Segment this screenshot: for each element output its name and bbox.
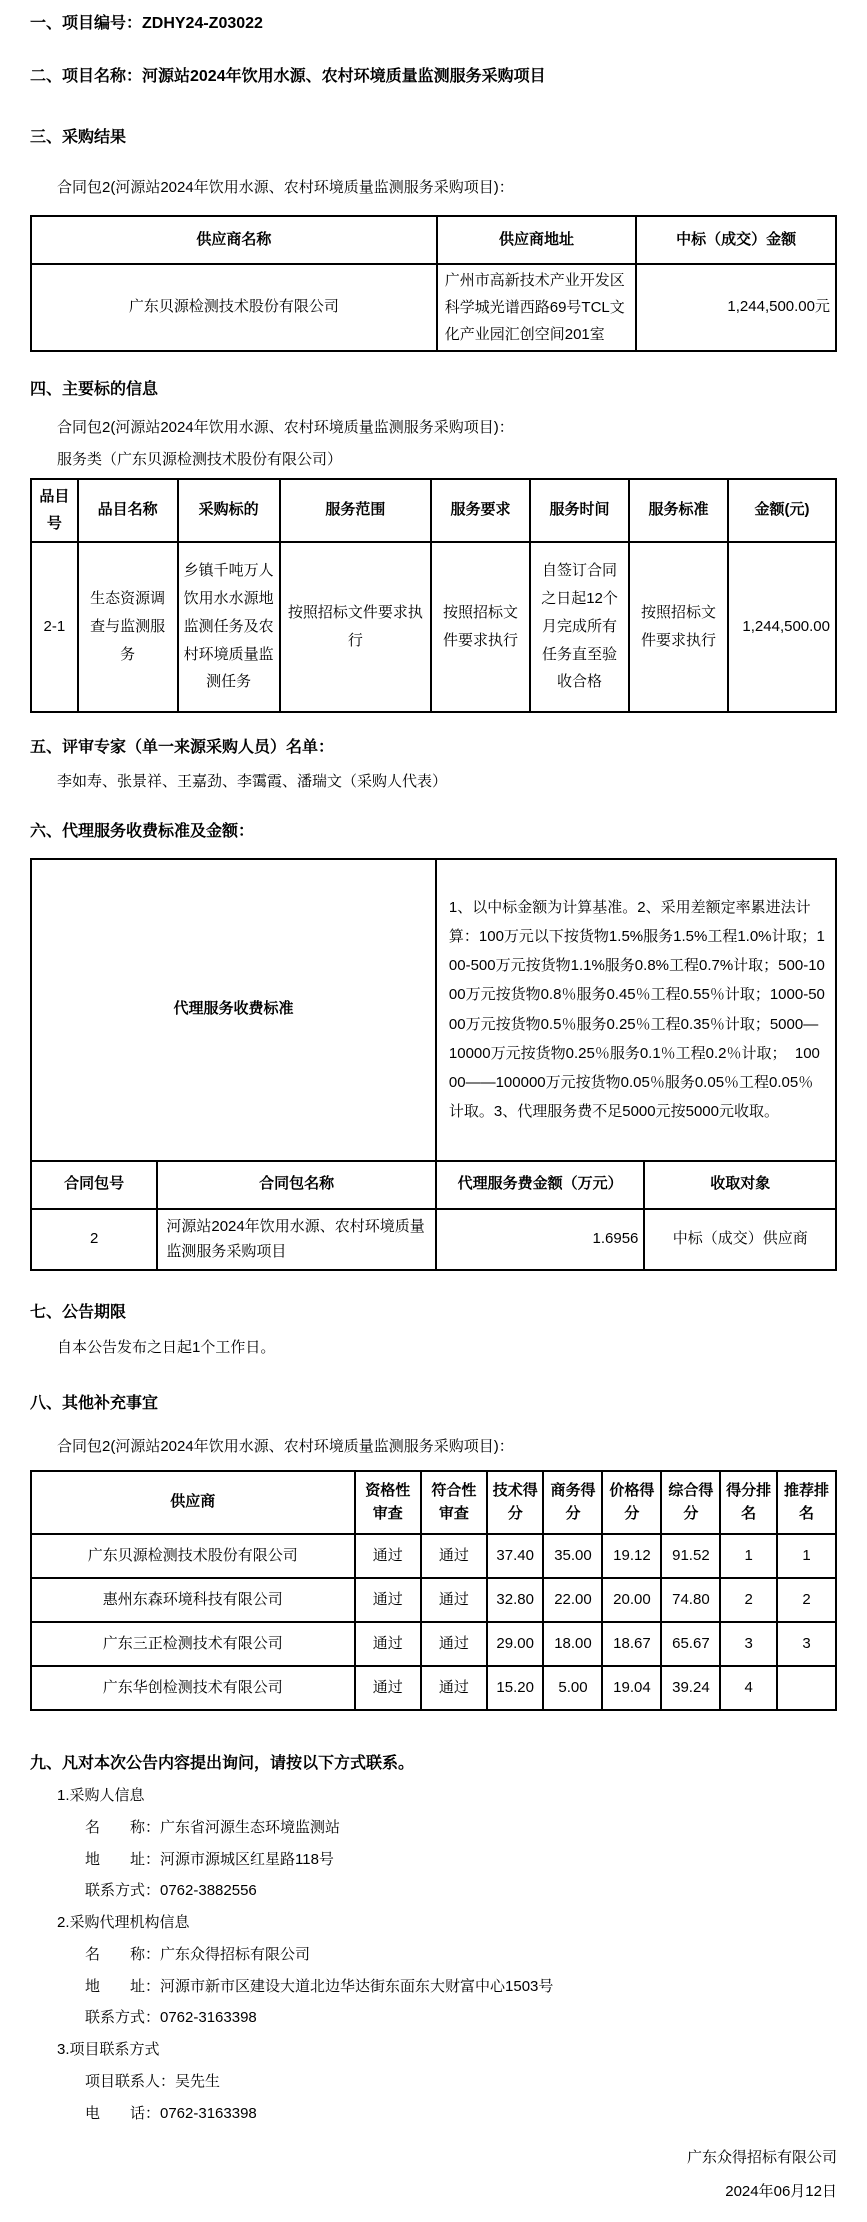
project-contact-title: 3.项目联系方式 <box>57 2041 160 2058</box>
cell-supplier: 惠州东森环境科技有限公司 <box>31 1578 355 1622</box>
col-qualification-review: 资格性审查 <box>355 1471 421 1534</box>
result-table-header-row <box>31 216 836 264</box>
cell-conformity: 通过 <box>421 1578 487 1622</box>
cell-recommend-rank: 2 <box>777 1578 836 1622</box>
col-score-rank: 得分排名 <box>720 1471 777 1534</box>
subject-table-row <box>31 542 836 712</box>
col-item-no: 品目号 <box>31 479 78 542</box>
col-recommend-rank: 推荐排名 <box>777 1471 836 1534</box>
agency-fee-table <box>30 858 837 1271</box>
section3-heading: 三、采购结果 <box>30 129 127 146</box>
cell-supplier-address: 广州市高新技术产业开发区科学城光谱西路69号TCL文化产业园汇创空间201室 <box>437 264 637 351</box>
fee-standard-text: 1、以中标金额为计算基准。2、采用差额定率累进法计算：100万元以下按货物1.5%服务1.5%工程1.0%计取；100-500万元按货物1.1%服务0.8%工程0.7%计取；500-1000万元按货物0.8％服务0.45％工程0.55％计取；1000-5000万元按货物0.5％服务0.25％工程0.35％计取；5000—10000万元按货物0.25％服务0.1％工程0.2％计取； 10000——100000万元按货物0.05％服务0.05％工程0.05％计取。3、代理服务费不足5000元按5000元收取。 <box>436 859 836 1161</box>
section1-heading: 一、项目编号：ZDHY24-Z03022 <box>30 15 263 32</box>
section9-heading: 九、凡对本次公告内容提出询问，请按以下方式联系。 <box>30 1755 415 1772</box>
cell-business-score: 35.00 <box>543 1534 602 1578</box>
col-amount: 金额(元) <box>728 479 836 542</box>
cell-conformity: 通过 <box>421 1534 487 1578</box>
cell-total-score: 39.24 <box>661 1666 720 1710</box>
cell-tech-score: 32.80 <box>487 1578 544 1622</box>
agency-contact: 联系方式：0762-3163398 <box>85 2009 257 2027</box>
subject-info-table <box>30 478 837 713</box>
col-fee-amount: 代理服务费金额（万元） <box>436 1161 644 1209</box>
agency-info-title: 2.采购代理机构信息 <box>57 1914 190 1931</box>
col-conformity-review: 符合性审查 <box>421 1471 487 1534</box>
experts-list: 李如寿、张景祥、王嘉劲、李霭霞、潘瑞文（采购人代表） <box>57 772 448 790</box>
cell-item-name: 生态资源调查与监测服务 <box>78 542 178 712</box>
score-table-row <box>31 1622 836 1666</box>
cell-total-score: 74.80 <box>661 1578 720 1622</box>
cell-service-scope: 按照招标文件要求执行 <box>280 542 431 712</box>
project-contact-phone: 电 话：0762-3163398 <box>85 2104 257 2122</box>
cell-business-score: 18.00 <box>543 1622 602 1666</box>
col-package-no: 合同包号 <box>31 1161 157 1209</box>
cell-price-score: 19.12 <box>602 1534 661 1578</box>
col-service-standard: 服务标准 <box>629 479 728 542</box>
cell-conformity: 通过 <box>421 1622 487 1666</box>
score-table-row <box>31 1666 836 1710</box>
cell-supplier-name: 广东贝源检测技术股份有限公司 <box>31 264 437 351</box>
cell-subject: 乡镇千吨万人饮用水水源地监测任务及农村环境质量监测任务 <box>178 542 280 712</box>
section7-heading: 七、公告期限 <box>30 1303 127 1321</box>
cell-package-name: 河源站2024年饮用水源、农村环境质量监测服务采购项目 <box>157 1209 436 1270</box>
cell-recommend-rank: 1 <box>777 1534 836 1578</box>
cell-price-score: 19.04 <box>602 1666 661 1710</box>
project-contact-person: 项目联系人：吴先生 <box>85 2072 221 2090</box>
agency-address: 地 址：河源市新市区建设大道北边华达街东面东大财富中心1503号 <box>85 1977 554 1995</box>
cell-score-rank: 3 <box>720 1622 777 1666</box>
col-total-score: 综合得分 <box>661 1471 720 1534</box>
section5-heading: 五、评审专家（单一来源采购人员）名单： <box>30 738 335 756</box>
cell-recommend-rank: 3 <box>777 1622 836 1666</box>
col-service-scope: 服务范围 <box>280 479 431 542</box>
cell-service-time: 自签订合同之日起12个月完成所有任务直至验收合格 <box>530 542 629 712</box>
s4-category-line: 服务类（广东贝源检测技术股份有限公司） <box>57 450 343 468</box>
fee-table-row <box>31 1209 836 1270</box>
cell-tech-score: 29.00 <box>487 1622 544 1666</box>
procurement-announcement-document <box>30 14 837 2202</box>
cell-supplier: 广东华创检测技术有限公司 <box>31 1666 355 1710</box>
col-item-name: 品目名称 <box>78 479 178 542</box>
cell-total-score: 91.52 <box>661 1534 720 1578</box>
fee-standard-label: 代理服务收费标准 <box>31 859 436 1161</box>
cell-score-rank: 4 <box>720 1666 777 1710</box>
purchaser-info-title: 1.采购人信息 <box>57 1787 145 1804</box>
s8-package-line: 合同包2(河源站2024年饮用水源、农村环境质量监测服务采购项目)： <box>57 1438 514 1456</box>
col-package-name: 合同包名称 <box>157 1161 436 1209</box>
cell-qualification: 通过 <box>355 1666 421 1710</box>
col-supplier-address: 供应商地址 <box>437 216 637 264</box>
footer-date: 2024年06月12日 <box>725 2183 837 2200</box>
subject-table-header-row <box>31 479 836 542</box>
col-service-time: 服务时间 <box>530 479 629 542</box>
section8-heading: 八、其他补充事宜 <box>30 1395 159 1413</box>
cell-price-score: 18.67 <box>602 1622 661 1666</box>
fee-table-header-row <box>31 1161 836 1209</box>
result-table-row <box>31 264 836 351</box>
footer-company: 广东众得招标有限公司 <box>686 2149 837 2167</box>
supplier-score-table <box>30 1470 837 1711</box>
cell-recommend-rank <box>777 1666 836 1710</box>
cell-award-amount: 1,244,500.00元 <box>636 264 836 351</box>
cell-business-score: 5.00 <box>543 1666 602 1710</box>
fee-standard-row <box>31 859 836 1161</box>
col-supplier: 供应商 <box>31 1471 355 1534</box>
col-subject: 采购标的 <box>178 479 280 542</box>
cell-service-standard: 按照招标文件要求执行 <box>629 542 728 712</box>
cell-qualification: 通过 <box>355 1578 421 1622</box>
cell-qualification: 通过 <box>355 1534 421 1578</box>
cell-package-no: 2 <box>31 1209 157 1270</box>
announcement-period-text: 自本公告发布之日起1个工作日。 <box>57 1338 276 1356</box>
col-business-score: 商务得分 <box>543 1471 602 1534</box>
cell-service-requirement: 按照招标文件要求执行 <box>431 542 530 712</box>
score-table-row <box>31 1578 836 1622</box>
s3-package-line: 合同包2(河源站2024年饮用水源、农村环境质量监测服务采购项目)： <box>57 179 514 196</box>
col-tech-score: 技术得分 <box>487 1471 544 1534</box>
cell-item-no: 2-1 <box>31 542 78 712</box>
cell-fee-amount: 1.6956 <box>436 1209 644 1270</box>
col-service-requirement: 服务要求 <box>431 479 530 542</box>
col-fee-payer: 收取对象 <box>644 1161 836 1209</box>
col-supplier-name: 供应商名称 <box>31 216 437 264</box>
cell-supplier: 广东贝源检测技术股份有限公司 <box>31 1534 355 1578</box>
purchaser-name: 名 称：广东省河源生态环境监测站 <box>85 1818 341 1836</box>
cell-total-score: 65.67 <box>661 1622 720 1666</box>
cell-score-rank: 2 <box>720 1578 777 1622</box>
cell-tech-score: 15.20 <box>487 1666 544 1710</box>
cell-conformity: 通过 <box>421 1666 487 1710</box>
section6-heading: 六、代理服务收费标准及金额： <box>30 822 255 840</box>
cell-fee-payer: 中标（成交）供应商 <box>644 1209 836 1270</box>
col-award-amount: 中标（成交）金额 <box>636 216 836 264</box>
agency-name: 名 称：广东众得招标有限公司 <box>85 1945 311 1963</box>
section2-heading: 二、项目名称：河源站2024年饮用水源、农村环境质量监测服务采购项目 <box>30 68 546 85</box>
procurement-result-table <box>30 215 837 352</box>
score-table-row <box>31 1534 836 1578</box>
cell-score-rank: 1 <box>720 1534 777 1578</box>
cell-price-score: 20.00 <box>602 1578 661 1622</box>
score-table-header-row <box>31 1471 836 1534</box>
purchaser-contact: 联系方式：0762-3882556 <box>85 1882 257 1900</box>
s4-package-line: 合同包2(河源站2024年饮用水源、农村环境质量监测服务采购项目)： <box>57 418 514 436</box>
purchaser-address: 地 址：河源市源城区红星路118号 <box>85 1850 334 1868</box>
cell-supplier: 广东三正检测技术有限公司 <box>31 1622 355 1666</box>
cell-amount: 1,244,500.00 <box>728 542 836 712</box>
col-price-score: 价格得分 <box>602 1471 661 1534</box>
cell-business-score: 22.00 <box>543 1578 602 1622</box>
cell-qualification: 通过 <box>355 1622 421 1666</box>
cell-tech-score: 37.40 <box>487 1534 544 1578</box>
section4-heading: 四、主要标的信息 <box>30 380 159 398</box>
